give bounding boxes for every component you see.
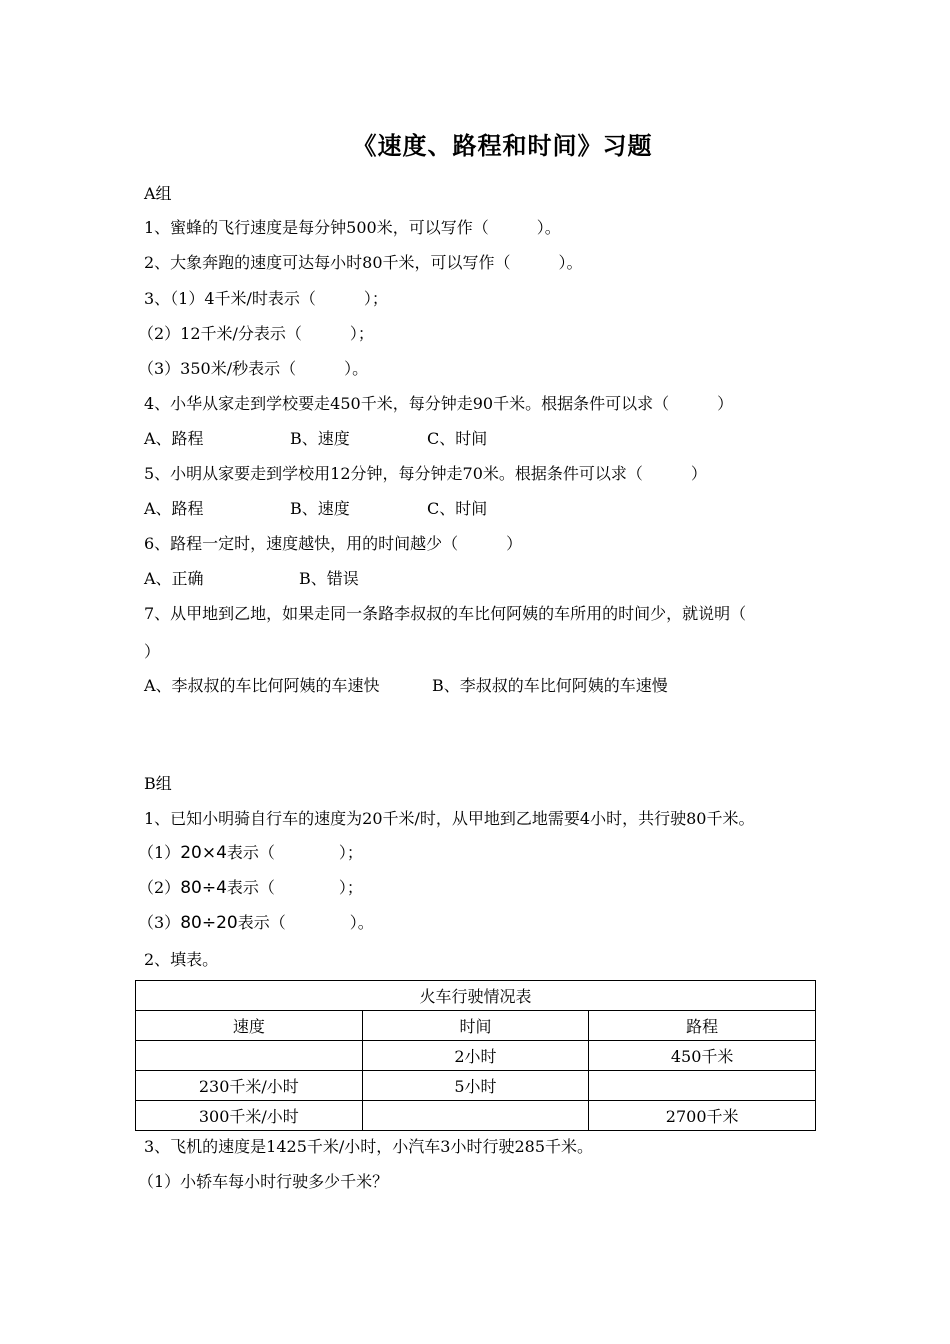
cell-speed: 300千米/小时 [136, 1101, 363, 1131]
part-text: 表示（ ）； [226, 843, 363, 862]
option-a: A、正确 [144, 569, 204, 588]
question-a4-options [144, 429, 487, 449]
cell-time [362, 1101, 589, 1131]
table-row [136, 1041, 816, 1071]
cell-distance: 450千米 [589, 1041, 816, 1071]
header-speed: 速度 [136, 1011, 363, 1041]
math-expression: 20×4 [180, 843, 227, 863]
option-a: A、路程 [144, 499, 204, 518]
table-header-row [136, 1011, 816, 1041]
cell-distance [589, 1071, 816, 1101]
group-b-label: B组 [144, 774, 172, 793]
table-caption: 火车行驶情况表 [136, 981, 816, 1011]
cell-distance: 2700千米 [589, 1101, 816, 1131]
math-expression: 80÷20 [180, 913, 238, 933]
part-number: （2） [138, 878, 181, 897]
option-a: A、路程 [144, 429, 204, 448]
cell-speed: 230千米/小时 [136, 1071, 363, 1101]
question-a7: 7、从甲地到乙地，如果走同一条路李叔叔的车比何阿姨的车所用的时间少，就说明（ [144, 604, 747, 623]
question-a7-options [144, 676, 668, 696]
question-a5: 5、小明从家要走到学校用12分钟，每分钟走70米。根据条件可以求（ ） [144, 464, 707, 483]
option-b: B、错误 [299, 569, 359, 588]
option-b: B、速度 [290, 499, 350, 518]
header-distance: 路程 [589, 1011, 816, 1041]
question-b1-part2 [138, 878, 363, 898]
option-c: C、时间 [427, 429, 488, 448]
header-time: 时间 [362, 1011, 589, 1041]
question-b1-part3 [138, 913, 374, 933]
train-travel-table [135, 980, 816, 1131]
cell-speed [136, 1041, 363, 1071]
page-title: 《速度、路程和时间》习题 [352, 131, 653, 160]
question-a3-part3: （3）350米/秒表示（ ）。 [138, 359, 369, 378]
question-a4: 4、小华从家走到学校要走450千米，每分钟走90千米。根据条件可以求（ ） [144, 394, 734, 413]
question-b3-part1: （1）小轿车每小时行驶多少千米？ [138, 1172, 389, 1191]
question-b2: 2、填表。 [144, 950, 219, 969]
math-expression: 80÷4 [180, 878, 227, 898]
group-a-label: A组 [144, 184, 172, 203]
question-b3: 3、飞机的速度是1425千米/小时，小汽车3小时行驶285千米。 [144, 1137, 594, 1156]
question-a2: 2、大象奔跑的速度可达每小时80千米，可以写作（ ）。 [144, 253, 583, 272]
question-a5-options [144, 499, 487, 519]
question-a1: 1、蜜蜂的飞行速度是每分钟500米，可以写作（ ）。 [144, 218, 561, 237]
question-a7-continued: ） [144, 642, 161, 661]
question-a6: 6、路程一定时，速度越快，用的时间越少（ ） [144, 534, 523, 553]
cell-time: 2小时 [362, 1041, 589, 1071]
question-b1: 1、已知小明骑自行车的速度为20千米/时，从甲地到乙地需要4小时，共行驶80千米。 [144, 809, 755, 828]
part-number: （3） [138, 913, 181, 932]
option-a: A、李叔叔的车比何阿姨的车速快 [144, 676, 380, 695]
table-row [136, 1071, 816, 1101]
part-text: 表示（ ）。 [237, 913, 374, 932]
question-a3-part1: 3、（1）4千米/时表示（ ）； [144, 289, 388, 308]
part-text: 表示（ ）； [226, 878, 363, 897]
question-a3-part2: （2）12千米/分表示（ ）； [138, 324, 374, 343]
cell-time: 5小时 [362, 1071, 589, 1101]
question-b1-part1 [138, 843, 363, 863]
part-number: （1） [138, 843, 181, 862]
table-row [136, 1101, 816, 1131]
question-a6-options [144, 569, 359, 589]
option-c: C、时间 [427, 499, 488, 518]
option-b: B、李叔叔的车比何阿姨的车速慢 [432, 676, 668, 695]
option-b: B、速度 [290, 429, 350, 448]
